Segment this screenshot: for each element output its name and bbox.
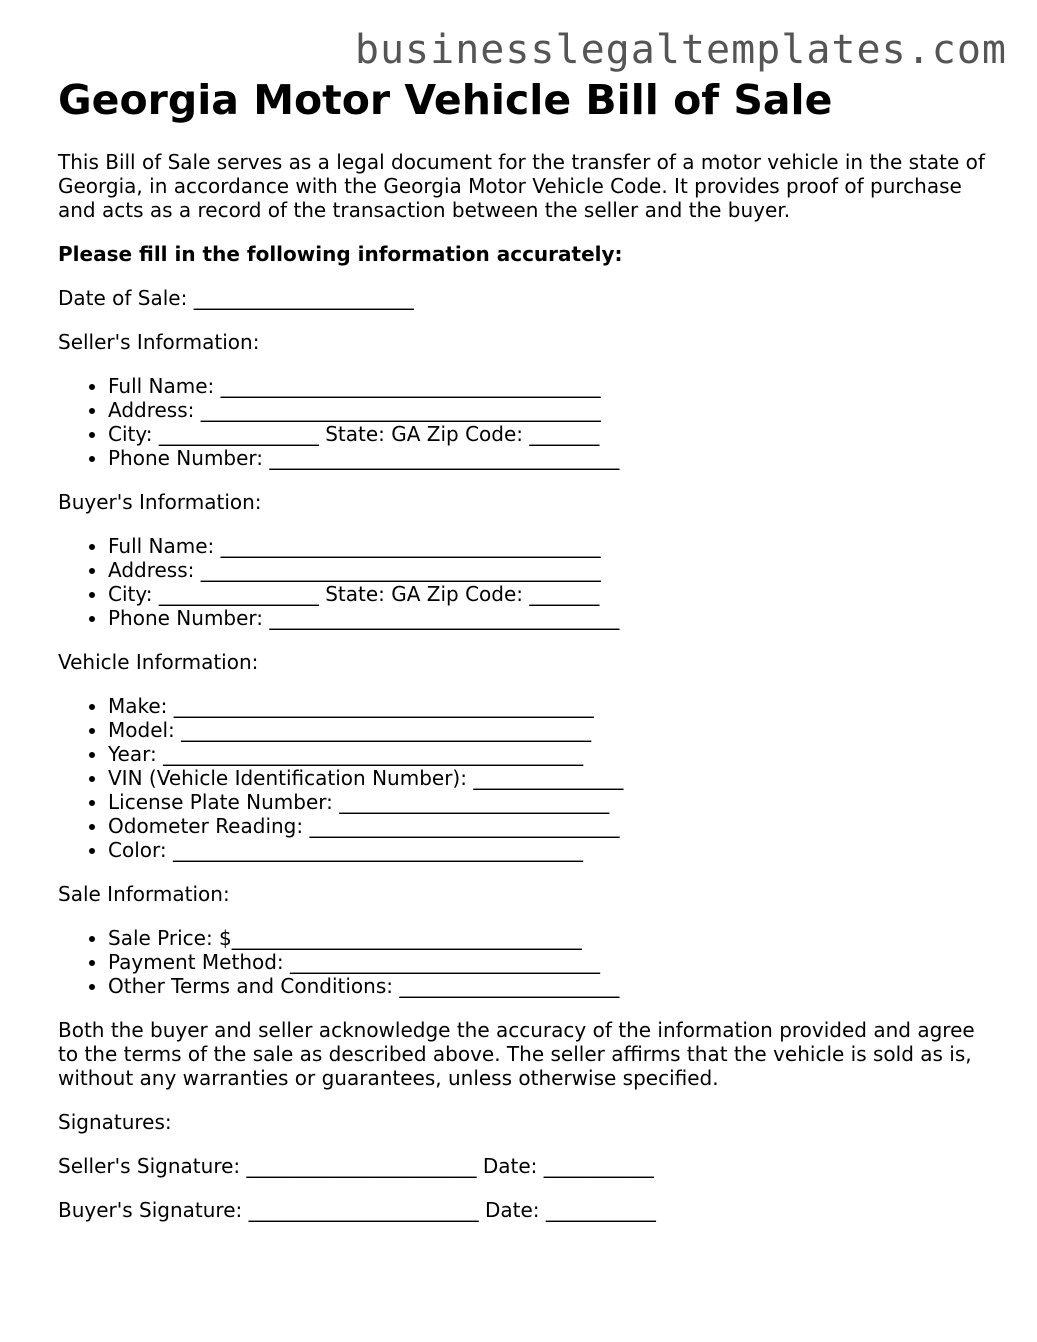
vehicle-section-heading: Vehicle Information: [58,650,259,674]
buyer-fields-list [58,534,998,630]
vehicle-color-field: • Color: _________________________________________ [108,838,998,862]
document-title: Georgia Motor Vehicle Bill of Sale [58,76,833,124]
document-page [58,76,998,1222]
buyer-section-heading: Buyer's Information: [58,490,262,514]
vehicle-model-field: • Model: _________________________________________ [108,718,998,742]
seller-signature-line: Seller's Signature: _______________________ Date: ___________ [58,1154,654,1178]
vehicle-license-plate-field: • License Plate Number: ___________________________ [108,790,998,814]
other-terms-field: • Other Terms and Conditions: ______________________ [108,974,998,998]
vehicle-year-field: • Year: __________________________________________ [108,742,998,766]
vehicle-make-field: • Make: __________________________________________ [108,694,998,718]
instruction-text: Please fill in the following information accurately: [58,242,623,266]
buyer-signature-line: Buyer's Signature: _______________________ Date: ___________ [58,1198,656,1222]
vehicle-odometer-field: • Odometer Reading: _______________________________ [108,814,998,838]
date-of-sale-field: Date of Sale: ______________________ [58,286,414,310]
intro-paragraph: This Bill of Sale serves as a legal document for the transfer of a motor vehicle in the state of Georgia, in accordance with the Georgia Motor Vehicle Code. It provides proof of purchase and acts as a record of the transaction between the seller and the buyer. [58,150,985,222]
vehicle-fields-list [58,694,998,862]
seller-fields-list [58,374,998,470]
buyer-city-state-zip-field: • City: ________________ State: GA Zip Code: _______ [108,582,998,606]
buyer-phone-field: • Phone Number: ___________________________________ [108,606,998,630]
buyer-full-name-field: • Full Name: ______________________________________ [108,534,998,558]
vehicle-vin-field: • VIN (Vehicle Identification Number): _______________ [108,766,998,790]
signatures-heading: Signatures: [58,1110,172,1134]
seller-city-state-zip-field: • City: ________________ State: GA Zip Code: _______ [108,422,998,446]
sale-price-field: • Sale Price: $___________________________________ [108,926,998,950]
watermark: businesslegaltemplates.com [354,27,1007,73]
seller-address-field: • Address: ________________________________________ [108,398,998,422]
sale-section-heading: Sale Information: [58,882,230,906]
payment-method-field: • Payment Method: _______________________________ [108,950,998,974]
acknowledgment-paragraph: Both the buyer and seller acknowledge the accuracy of the information provided and agree to the terms of the sale as described above. The seller affirms that the vehicle is sold as is, without any warranties or guarantees, unless otherwise specified. [58,1018,975,1090]
seller-full-name-field: • Full Name: ______________________________________ [108,374,998,398]
seller-section-heading: Seller's Information: [58,330,260,354]
buyer-address-field: • Address: ________________________________________ [108,558,998,582]
seller-phone-field: • Phone Number: ___________________________________ [108,446,998,470]
sale-fields-list [58,926,998,998]
